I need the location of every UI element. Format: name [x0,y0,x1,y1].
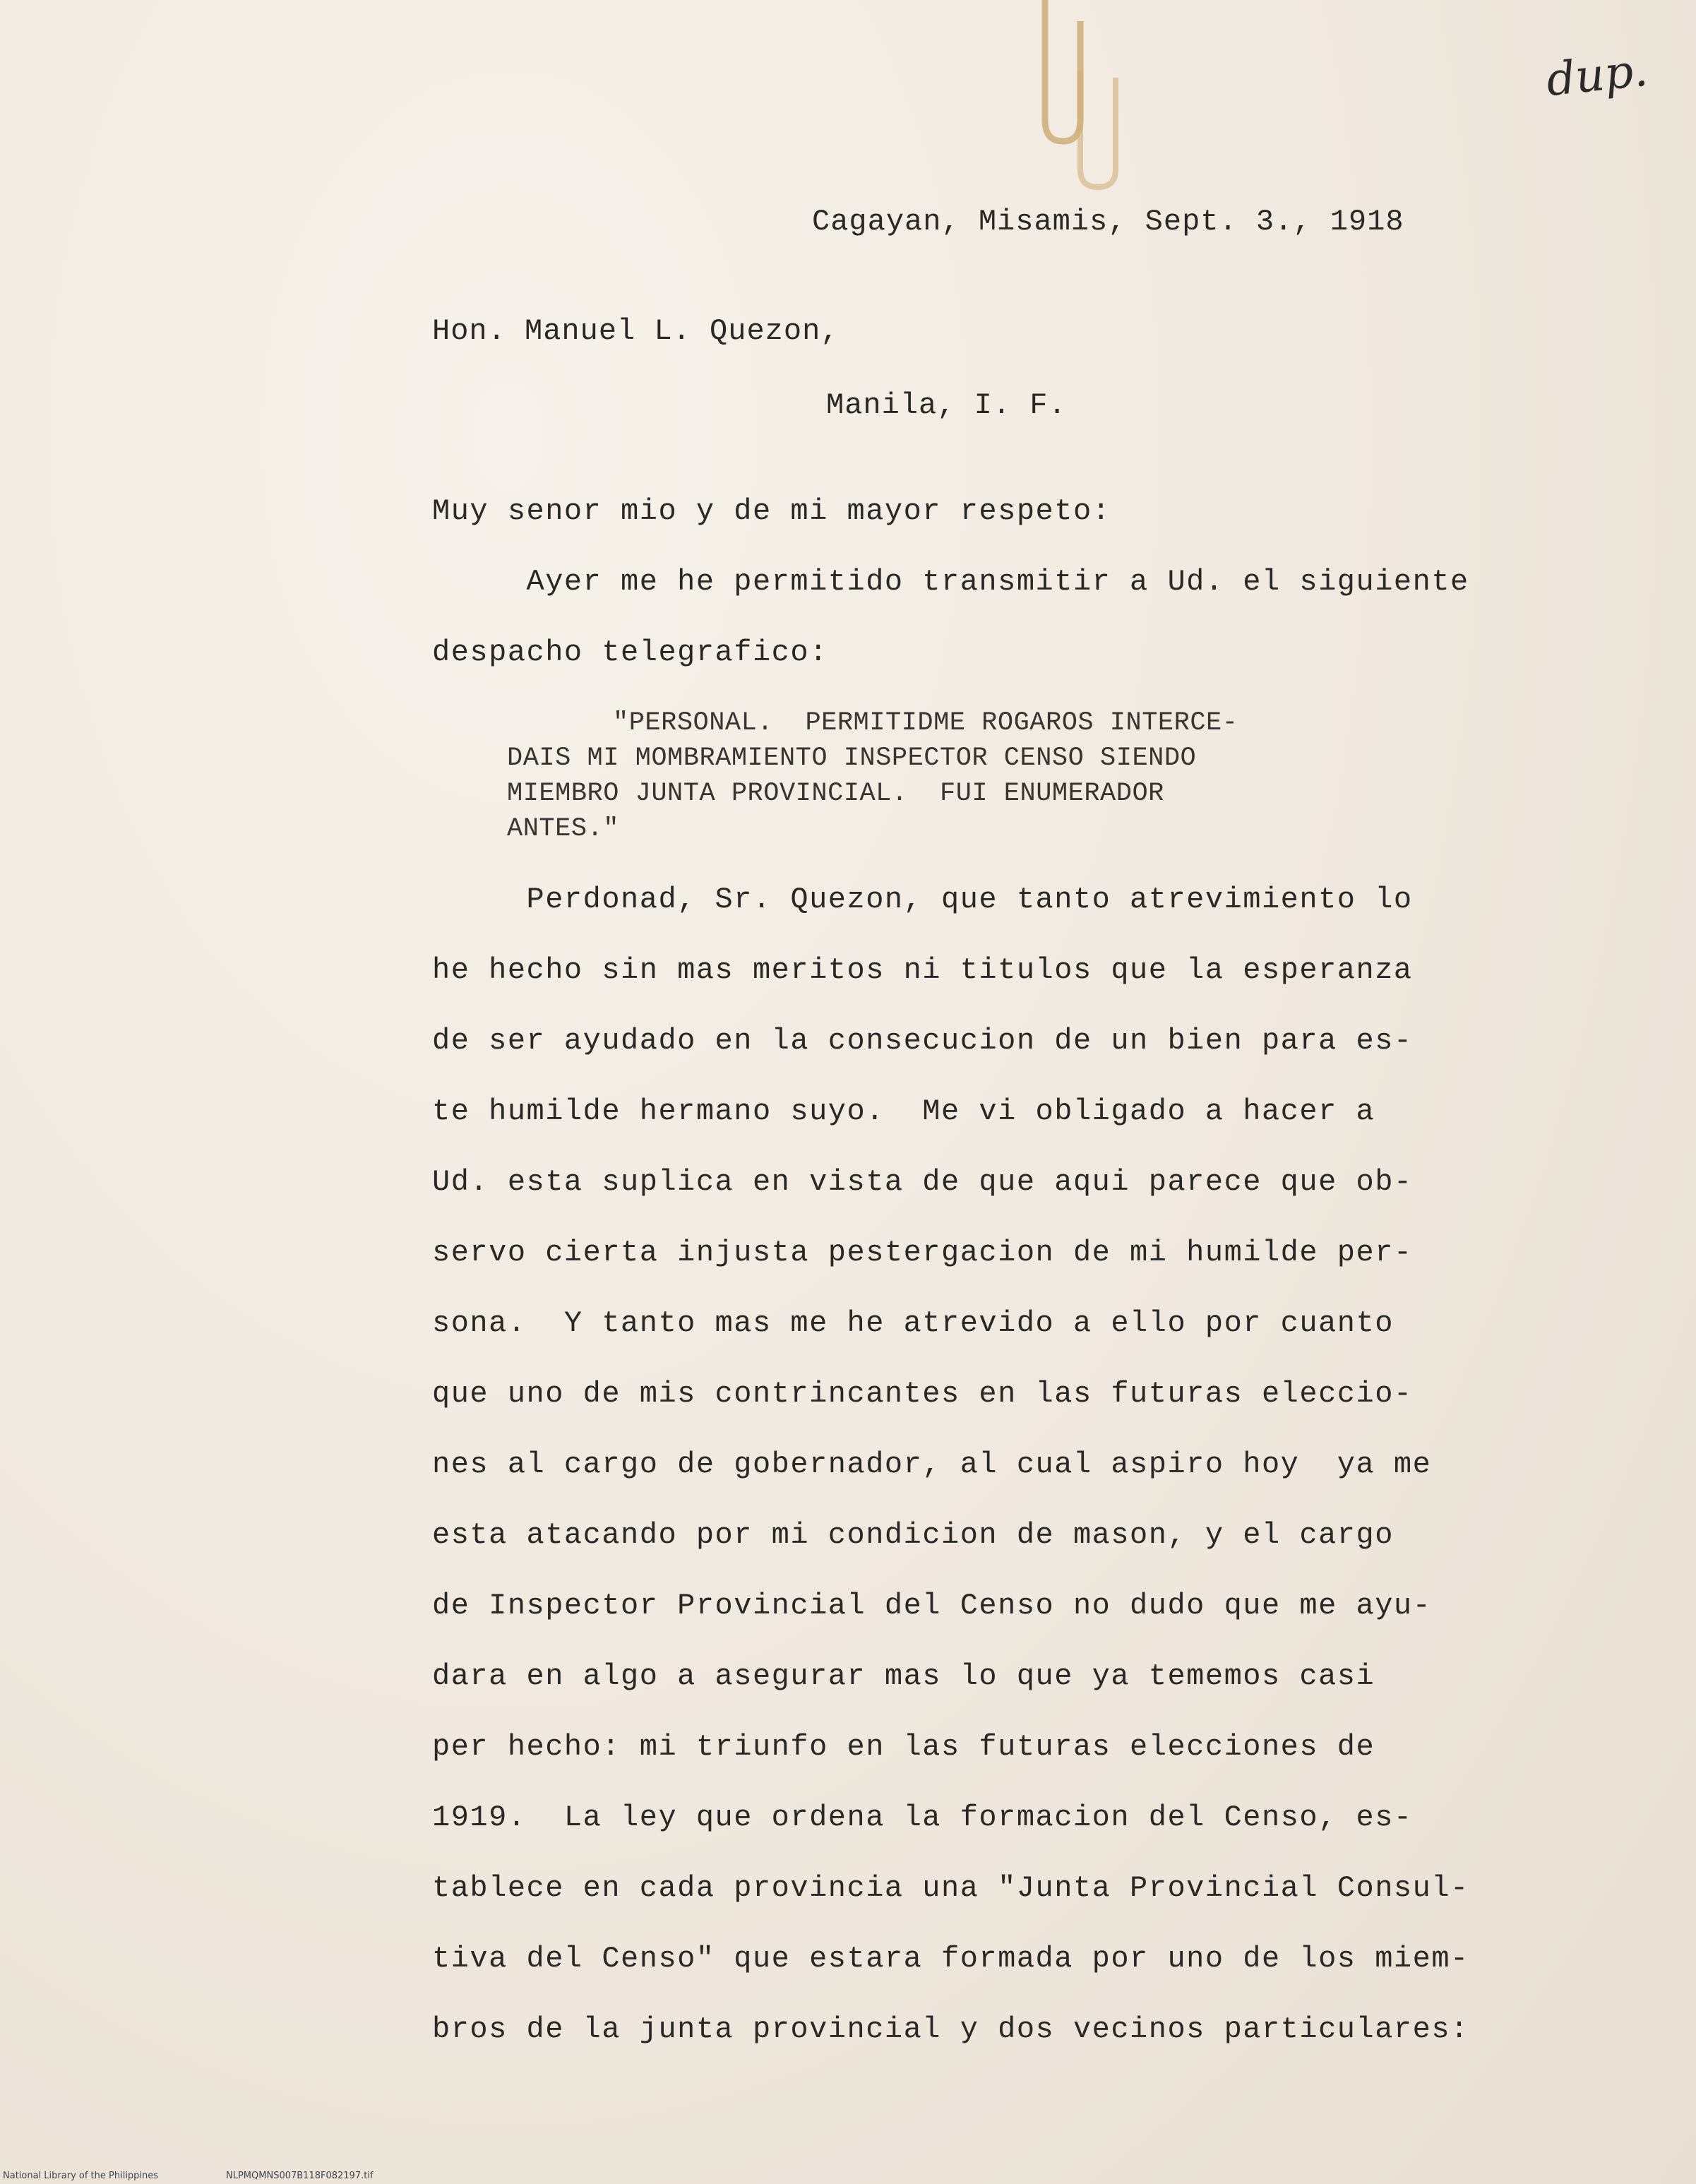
paragraph-line: bros de la junta provincial y dos vecinos particulares: [432,2012,1469,2046]
paragraph-line: de Inspector Provincial del Censo no dudo que me ayu- [432,1589,1432,1623]
paragraph-line: dara en algo a asegurar mas lo que ya tememos casi [432,1659,1375,1693]
paragraph-line: Perdonad, Sr. Quezon, que tanto atrevimiento lo [432,883,1413,917]
paragraph-line: tablece en cada provincia una "Junta Provincial Consul- [432,1871,1469,1905]
library-credit: National Library of the Philippines [3,2171,159,2181]
paragraph-line: nes al cargo de gobernador, al cual aspiro hoy ya me [432,1448,1432,1481]
file-name: NLPMQMNS007B118F082197.tif [226,2171,374,2181]
paragraph-line: despacho telegrafico: [432,635,828,669]
telegram-line: MIEMBRO JUNTA PROVINCIAL. FUI ENUMERADOR [507,779,1164,808]
paragraph-line: te humilde hermano suyo. Me vi obligado a hacer a [432,1094,1375,1128]
paragraph-line: 1919. La ley que ordena la formacion del Censo, es- [432,1801,1413,1834]
archive-footer [0,2169,1696,2184]
paragraph-line: de ser ayudado en la consecucion de un bien para es- [432,1024,1413,1058]
paragraph-line: Ud. esta suplica en vista de que aqui parece que ob- [432,1165,1413,1199]
recipient-name: Hon. Manuel L. Quezon, [432,314,840,348]
paragraph-line: esta atacando por mi condicion de mason, y el cargo [432,1518,1394,1552]
paragraph-line: servo cierta injusta pestergacion de mi humilde per- [432,1236,1413,1270]
recipient-city: Manila, I. F. [826,388,1067,422]
telegram-line: DAIS MI MOMBRAMIENTO INSPECTOR CENSO SIENDO [507,744,1197,773]
salutation: Muy senor mio y de mi mayor respeto: [432,494,1111,528]
paragraph-line: sona. Y tanto mas me he atrevido a ello por cuanto [432,1306,1394,1340]
paragraph-line: que uno de mis contrincantes en las futuras eleccio- [432,1377,1413,1411]
paragraph-line: per hecho: mi triunfo en las futuras elecciones de [432,1730,1375,1764]
paragraph-line: Ayer me he permitido transmitir a Ud. el siguiente [432,565,1469,599]
handwritten-annotation: dup. [1543,44,1650,107]
telegram-line: ANTES." [507,814,619,844]
paragraph-line: tiva del Censo" que estara formada por uno de los miem- [432,1942,1469,1976]
paragraph-line: he hecho sin mas meritos ni titulos que la esperanza [432,953,1413,987]
place-date: Cagayan, Misamis, Sept. 3., 1918 [812,205,1404,239]
telegram-line: "PERSONAL. PERMITIDME ROGAROS INTERCE- [613,708,1238,738]
paperclip-stain [1031,0,1137,191]
